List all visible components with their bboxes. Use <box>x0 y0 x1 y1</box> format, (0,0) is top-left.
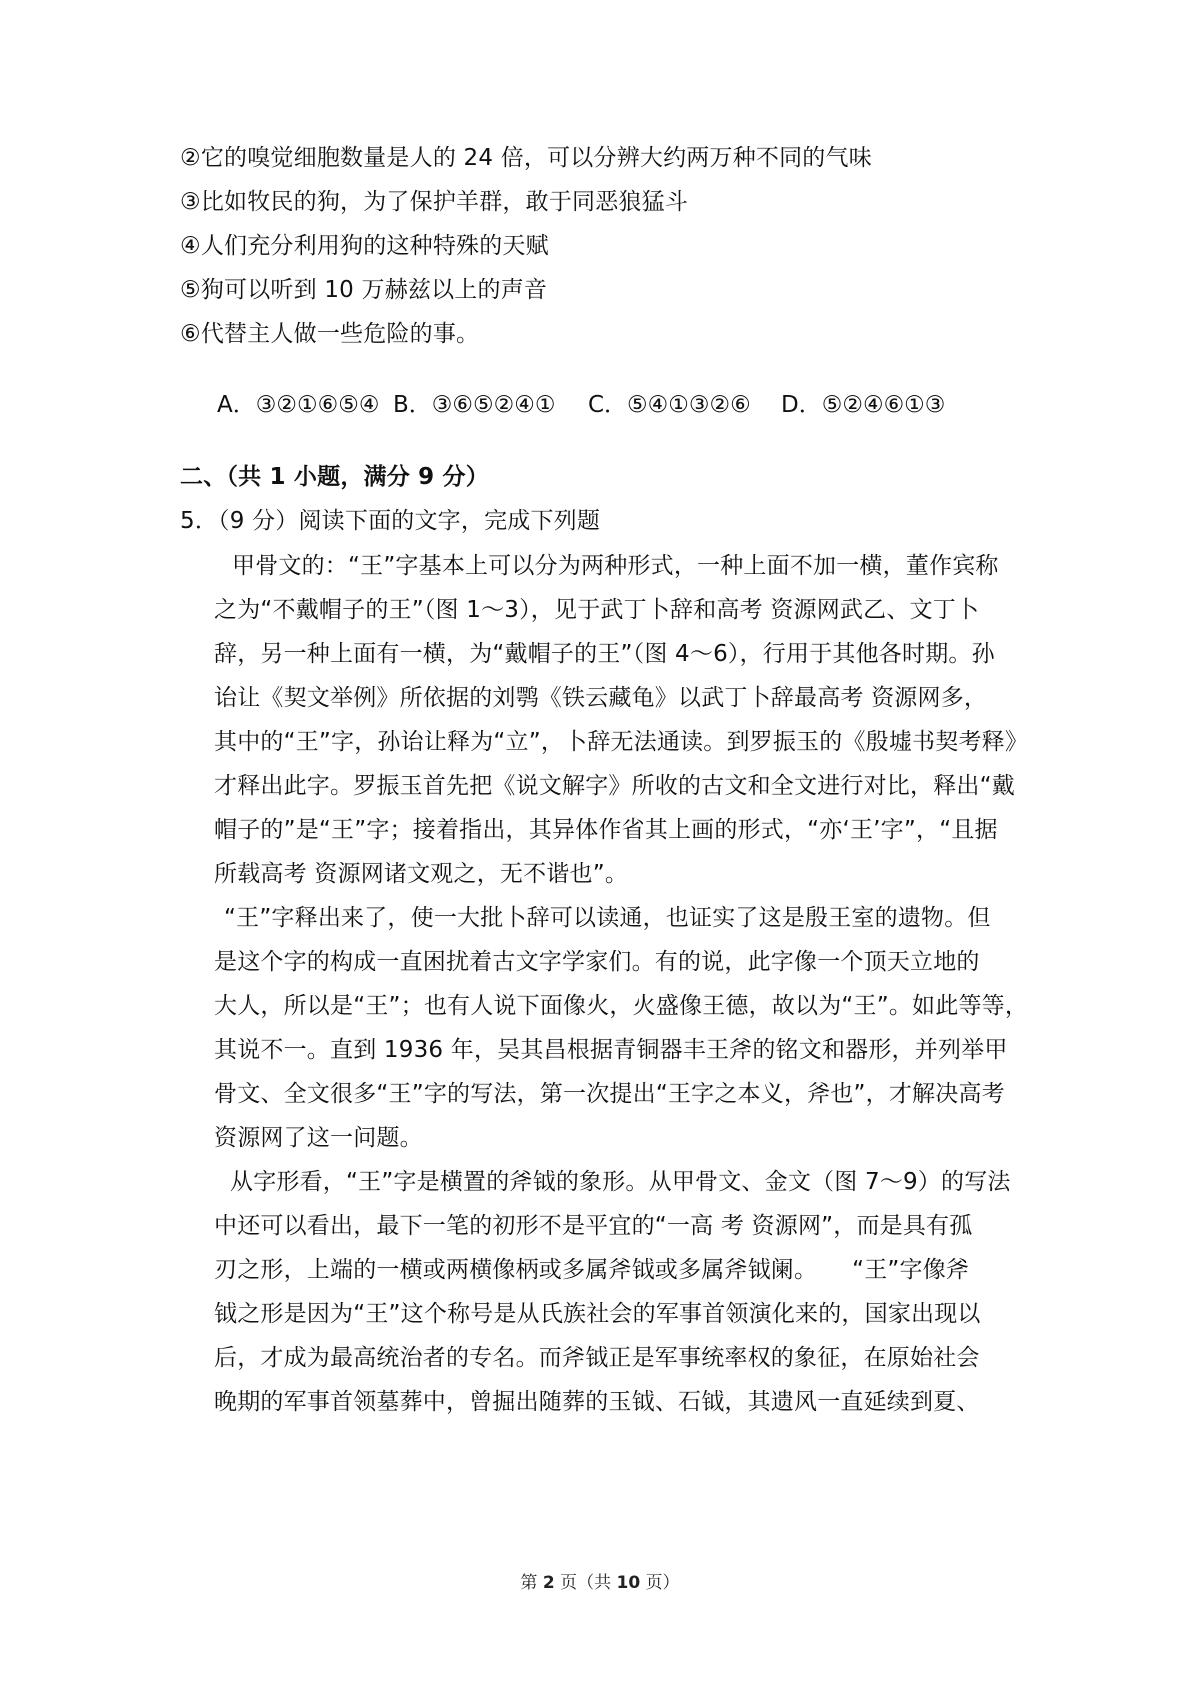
list-item-3: ③比如牧民的狗，为了保护羊群，敢于同恶狼猛斗 <box>180 189 689 215</box>
list-item-4: ④人们充分利用狗的这种特殊的天赋 <box>180 233 549 259</box>
passage-line: 辞，另一种上面有一横，为“戴帽子的王”（图 4～6），行用于其他各时期。孙 <box>214 641 995 667</box>
passage-line: 中还可以看出，最下一笔的初形不是平宜的“一高 考 资源网”，而是具有孤 <box>214 1213 973 1239</box>
list-item-5: ⑤狗可以听到 10 万赫兹以上的声音 <box>180 277 548 303</box>
passage-line: 诒让《契文举例》所依据的刘鹗《铁云藏龟》以武丁卜辞最高考 资源网多， <box>214 685 988 711</box>
passage-line: 甲骨文的：“王”字基本上可以分为两种形式，一种上面不加一横，董作宾称 <box>232 553 999 579</box>
footer-suffix: 页） <box>645 1573 680 1593</box>
passage-line: 帽子的”是“王”字；接着指出，其异体作省其上画的形式，“亦‘王’字”，“且据 <box>214 817 998 843</box>
passage-line: 所载高考 资源网诸文观之，无不谐也”。 <box>214 861 629 887</box>
footer-total-pages: 10 <box>616 1573 641 1593</box>
list-item-2: ②它的嗅觉细胞数量是人的 24 倍，可以分辨大约两万种不同的气味 <box>180 145 872 171</box>
footer-prefix: 第 <box>520 1573 538 1593</box>
passage-line: 其说不一。直到 1936 年，吴其昌根据青铜器丰王斧的铭文和器形，并列举甲 <box>214 1037 1008 1063</box>
passage-line: “王”字释出来了，使一大批卜辞可以读通，也证实了这是殷王室的遗物。但 <box>224 905 991 931</box>
footer-page-number: 2 <box>542 1573 555 1593</box>
passage-line: 后，才成为最高统治者的专名。而斧钺正是军事统率权的象征，在原始社会 <box>214 1345 980 1371</box>
option-b: B．③⑥⑤②④① <box>393 392 556 418</box>
passage-line: 才释出此字。罗振玉首先把《说文解字》所收的古文和全文进行对比，释出“戴 <box>214 773 1015 799</box>
page-footer <box>0 1568 1200 1593</box>
option-a: A．③②①⑥⑤④ <box>217 392 380 418</box>
passage-line: 是这个字的构成一直困扰着古文字学家们。有的说，此字像一个顶天立地的 <box>214 949 980 975</box>
footer-middle: 页（共 <box>560 1573 612 1593</box>
passage-line: 其中的“王”字，孙诒让释为“立”，卜辞无法通读。到罗振玉的《殷墟书契考释》 <box>214 729 1029 755</box>
passage-line: 刃之形，上端的一横或两横像柄或多属斧钺或多属斧钺阑。 “王”字像斧 <box>214 1257 970 1283</box>
passage-line: 骨文、全文很多“王”字的写法，第一次提出“王字之本义，斧也”，才解决高考 <box>214 1081 1005 1107</box>
passage-line: 钺之形是因为“王”这个称号是从氏族社会的军事首领演化来的，国家出现以 <box>214 1301 981 1327</box>
section-heading: 二、（共 1 小题，满分 9 分） <box>180 464 489 490</box>
passage-line: 大人，所以是“王”；也有人说下面像火，火盛像王德，故以为“王”。如此等等， <box>214 993 1029 1019</box>
passage-line: 资源网了这一问题。 <box>214 1125 423 1151</box>
passage-line: 从字形看，“王”字是横置的斧钺的象形。从甲骨文、金文（图 7～9）的写法 <box>230 1169 1011 1195</box>
question-title: 5．（9 分）阅读下面的文字，完成下列题 <box>180 508 601 534</box>
passage-line: 晚期的军事首领墓葬中，曾掘出随葬的玉钺、石钺，其遗风一直延续到夏、 <box>214 1389 980 1415</box>
option-d: D．⑤②④⑥①③ <box>781 392 946 418</box>
passage-line: 之为“不戴帽子的王”（图 1～3），见于武丁卜辞和高考 资源网武乙、文丁卜 <box>214 597 980 623</box>
option-c: C．⑤④①③②⑥ <box>588 392 751 418</box>
list-item-6: ⑥代替主人做一些危险的事。 <box>180 321 480 347</box>
